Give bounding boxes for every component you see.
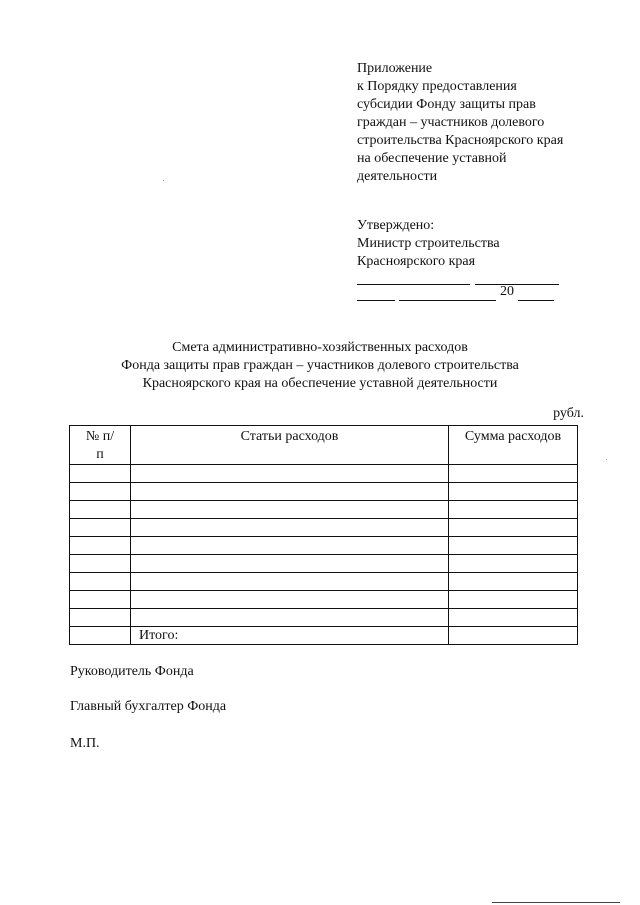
table-header-row xyxy=(70,426,578,465)
cell-sum xyxy=(449,573,578,591)
cell-sum xyxy=(449,483,578,501)
table-row xyxy=(70,537,578,555)
total-label: Итого: xyxy=(131,627,449,645)
day-line xyxy=(357,300,395,301)
table-row xyxy=(70,465,578,483)
seal-label: М.П. xyxy=(70,736,100,751)
table-row xyxy=(70,609,578,627)
cell-sum xyxy=(449,501,578,519)
table-row xyxy=(70,573,578,591)
header-items: Статьи расходов xyxy=(131,426,449,465)
approval-line: Утверждено: xyxy=(357,218,435,233)
cell-number xyxy=(70,555,131,573)
cell-sum xyxy=(449,609,578,627)
year-line xyxy=(518,300,554,301)
scan-artifact-line xyxy=(492,902,620,903)
cell-number xyxy=(70,591,131,609)
cell-sum xyxy=(449,465,578,483)
month-line xyxy=(399,300,496,301)
table-row xyxy=(70,591,578,609)
title-line: Фонда защиты прав граждан – участников долевого строительства xyxy=(121,358,519,373)
cell-item xyxy=(131,609,449,627)
approval-block xyxy=(357,217,617,271)
header-number-label: № п/п xyxy=(85,429,115,462)
year-prefix: 20 xyxy=(500,284,514,299)
head-signature: Руководитель Фонда xyxy=(70,664,194,679)
cell-item xyxy=(131,501,449,519)
currency-label: рубл. xyxy=(553,406,584,421)
title-line: Смета административно-хозяйственных расходов xyxy=(172,340,468,355)
signature-line xyxy=(357,284,470,285)
cell-item xyxy=(131,537,449,555)
document-title xyxy=(60,339,580,393)
header-number xyxy=(70,426,131,465)
title-line: Красноярского края на обеспечение уставной деятельности xyxy=(142,376,498,391)
cell-item xyxy=(131,519,449,537)
table-row xyxy=(70,501,578,519)
cell-item xyxy=(131,591,449,609)
appendix-line: к Порядку предоставления xyxy=(357,79,517,94)
appendix-block xyxy=(357,60,617,186)
header-sum: Сумма расходов xyxy=(449,426,578,465)
cell-number xyxy=(70,537,131,555)
accountant-signature: Главный бухгалтер Фонда xyxy=(70,699,227,714)
cell-sum xyxy=(449,537,578,555)
cell-number xyxy=(70,465,131,483)
scan-speck xyxy=(163,180,164,181)
cell-item xyxy=(131,483,449,501)
appendix-line: Приложение xyxy=(357,61,433,76)
appendix-line: субсидии Фонду защиты прав xyxy=(357,97,536,112)
cell-number xyxy=(70,501,131,519)
table-row xyxy=(70,483,578,501)
appendix-line: граждан – участников долевого xyxy=(357,115,545,130)
cell-item xyxy=(131,555,449,573)
cell-sum xyxy=(449,591,578,609)
name-line xyxy=(475,284,559,285)
estimate-table xyxy=(69,425,578,645)
cell-number xyxy=(70,519,131,537)
appendix-line: на обеспечение уставной xyxy=(357,151,507,166)
table-total-row xyxy=(70,627,578,645)
cell-sum xyxy=(449,555,578,573)
cell-item xyxy=(131,573,449,591)
cell-number xyxy=(70,627,131,645)
scan-speck xyxy=(606,459,607,460)
approval-line: Красноярского края xyxy=(357,254,476,269)
cell-item xyxy=(131,465,449,483)
appendix-line: деятельности xyxy=(357,169,438,184)
approval-line: Министр строительства xyxy=(357,236,500,251)
appendix-line: строительства Красноярского края xyxy=(357,133,564,148)
cell-number xyxy=(70,483,131,501)
table-row xyxy=(70,519,578,537)
table-row xyxy=(70,555,578,573)
total-sum xyxy=(449,627,578,645)
cell-sum xyxy=(449,519,578,537)
cell-number xyxy=(70,573,131,591)
cell-number xyxy=(70,609,131,627)
